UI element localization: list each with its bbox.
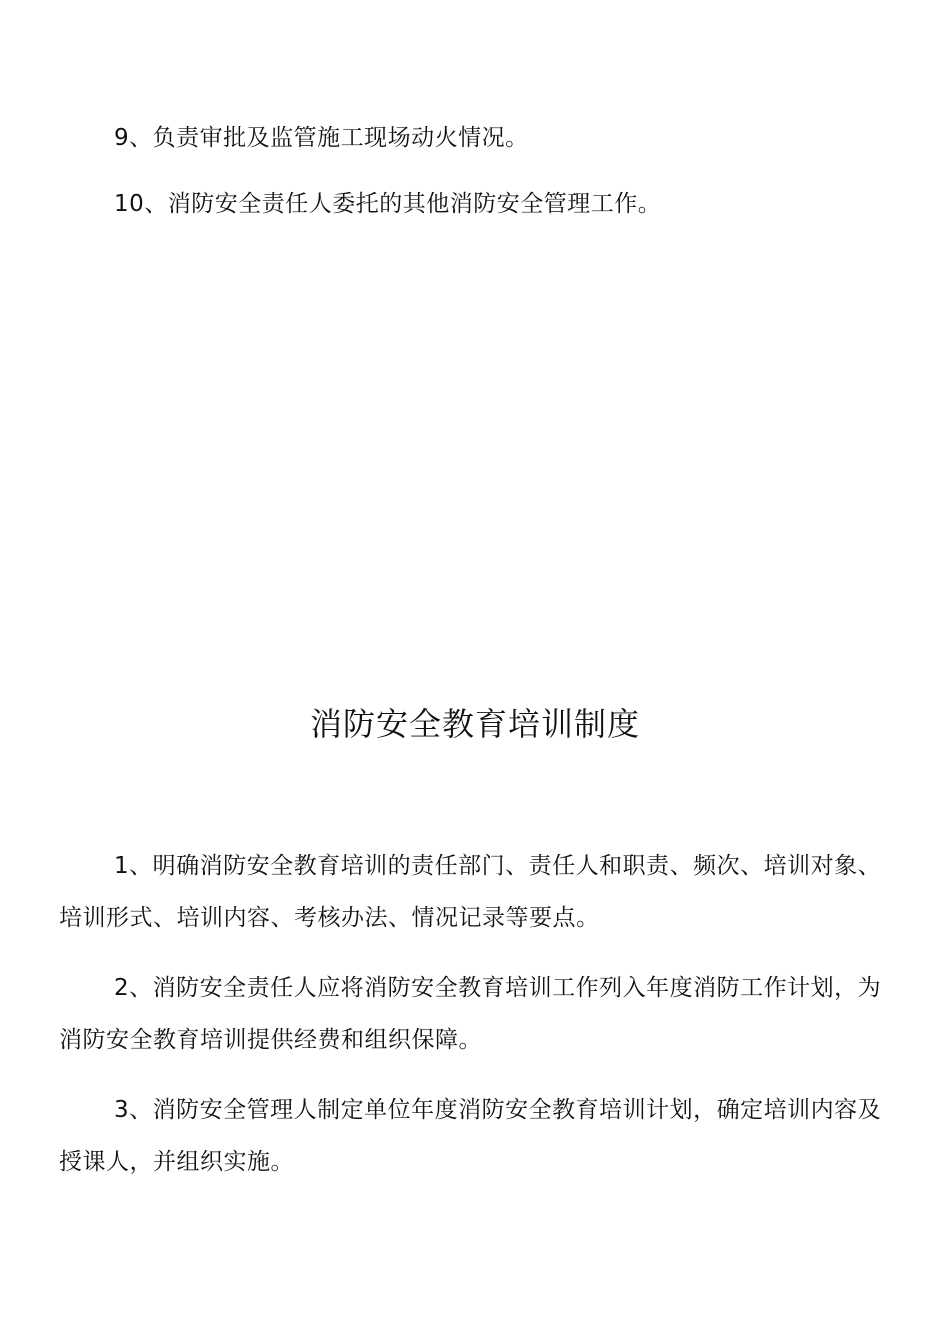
clause-9: 9、负责审批及监管施工现场动火情况。 [114, 125, 529, 151]
training-clause-1: 1、明确消防安全教育培训的责任部门、责任人和职责、频次、培训对象、培训形式、培训内容、考核办法、情况记录等要点。 [59, 853, 882, 931]
training-clause-2: 2、消防安全责任人应将消防安全教育培训工作列入年度消防工作计划，为消防安全教育培训提供经费和组织保障。 [59, 975, 882, 1053]
clause-10: 10、消防安全责任人委托的其他消防安全管理工作。 [114, 191, 662, 217]
section-title: 消防安全教育培训制度 [309, 705, 640, 743]
training-clause-3: 3、消防安全管理人制定单位年度消防安全教育培训计划，确定培训内容及授课人，并组织实施。 [59, 1097, 882, 1175]
